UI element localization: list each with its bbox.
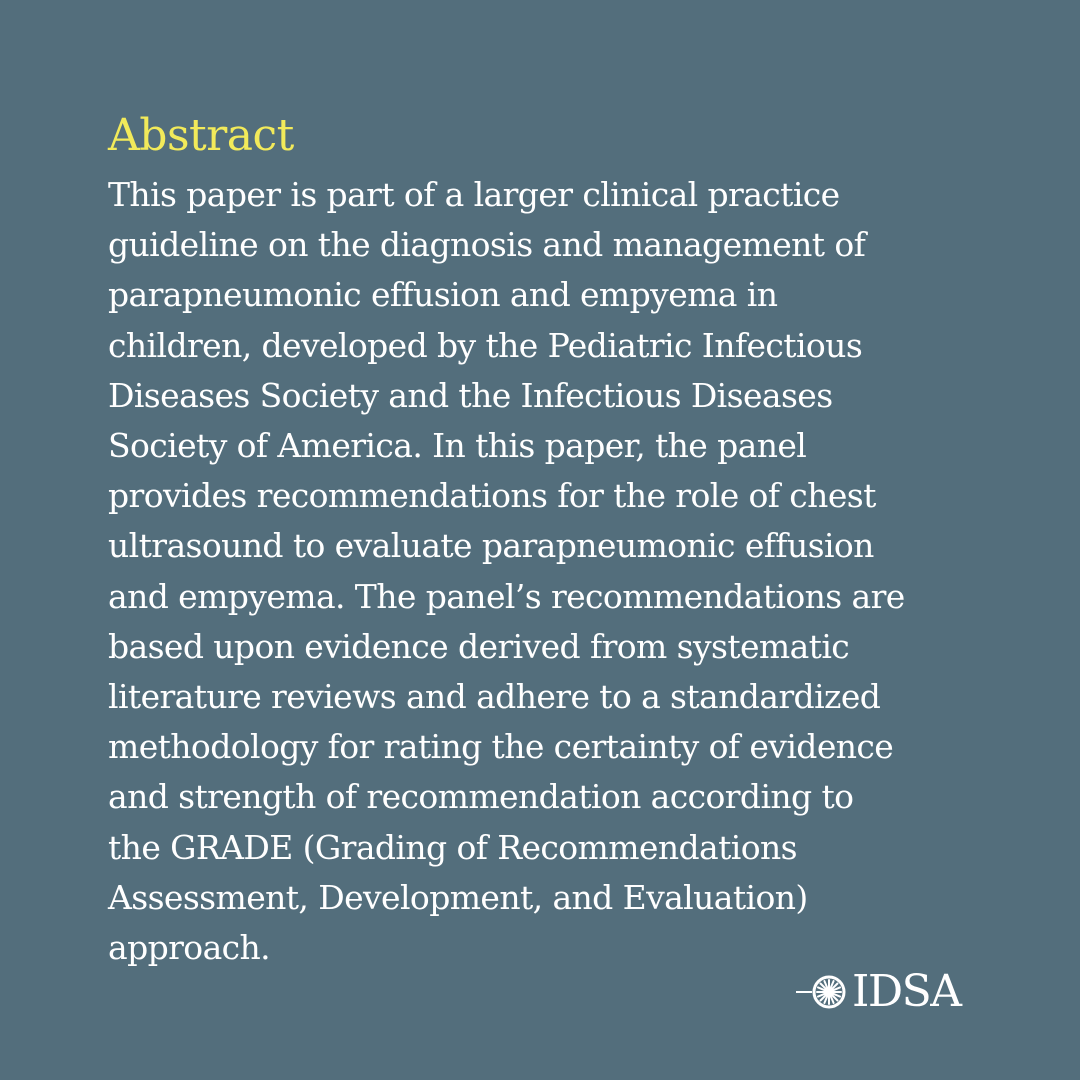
abstract-line: Society of America. In this paper, the panel xyxy=(108,426,807,466)
abstract-body xyxy=(108,170,978,973)
abstract-line: parapneumonic effusion and empyema in xyxy=(108,275,778,315)
abstract-line: This paper is part of a larger clinical practice xyxy=(108,175,840,214)
idsa-logo xyxy=(796,966,961,1018)
abstract-line: children, developed by the Pediatric Infectious xyxy=(108,325,863,365)
abstract-line: and empyema. The panel’s recommendations are xyxy=(108,576,905,616)
abstract-line: approach. xyxy=(108,928,271,968)
abstract-line: methodology for rating the certainty of evidence xyxy=(108,727,894,767)
abstract-heading: Abstract xyxy=(108,110,294,161)
abstract-line: literature reviews and adhere to a standardized xyxy=(108,677,881,717)
idsa-logo-text: IDSA xyxy=(852,966,961,1017)
abstract-line: Diseases Society and the Infectious Diseases xyxy=(108,375,833,415)
abstract-line: the GRADE (Grading of Recommendations xyxy=(108,827,797,867)
abstract-line: guideline on the diagnosis and management of xyxy=(108,225,866,265)
abstract-line: ultrasound to evaluate parapneumonic effusion xyxy=(108,526,874,566)
abstract-line: based upon evidence derived from systematic xyxy=(108,626,850,666)
abstract-line: Assessment, Development, and Evaluation) xyxy=(108,877,808,917)
abstract-line: provides recommendations for the role of chest xyxy=(108,476,876,516)
idsa-starburst-icon xyxy=(796,970,850,1014)
abstract-line: and strength of recommendation according to xyxy=(108,777,854,817)
